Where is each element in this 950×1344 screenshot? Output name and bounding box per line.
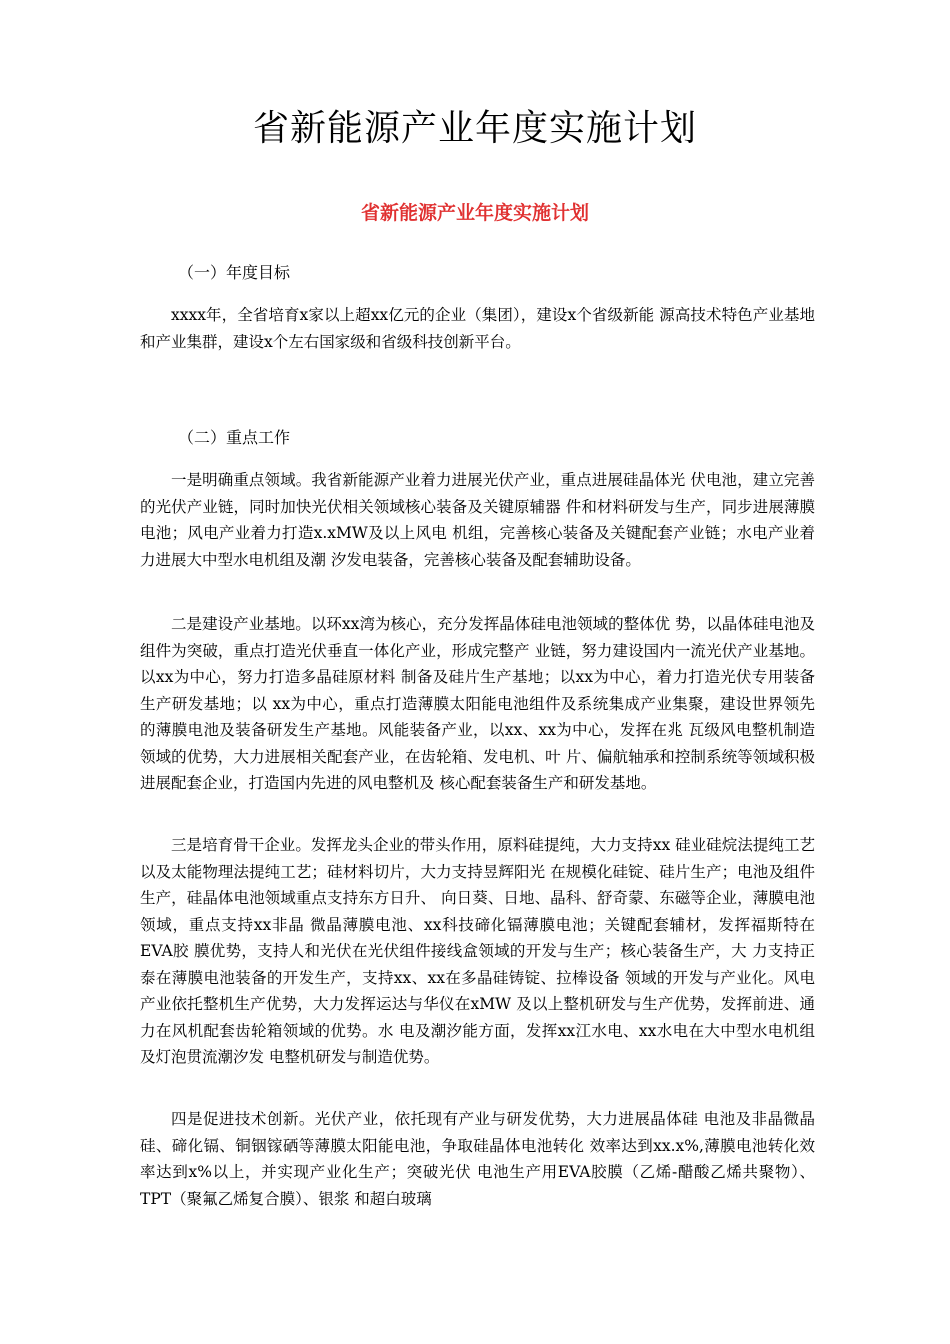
paragraph-industry-bases: 二是建设产业基地。以环xx湾为核心，充分发挥晶体硅电池领域的整体优 势，以晶体硅电池及组件为突破，重点打造光伏垂直一体化产业，形成完整产 业链，努力建设国内一流光伏产业基地。以xx为中心，努力打造多晶硅原材料 制备及硅片生产基地；以xx为中心，着力打造光伏专用装备生产研发基地；以 xx为中心，重点打造薄膜太阳能电池组件及系统集成产业集聚，建设世界领先 的薄膜电池及装备研发生产基地。风能装备产业，以xx、xx为中心，发挥在兆 瓦级风电整机制造领域的优势，大力进展相关配套产业，在齿轮箱、发电机、叶 片、偏航轴承和控制系统等领域积极进展配套企业，打造国内先进的风电整机及 核心配套装备生产和研发基地。 (140, 615, 815, 792)
document-subtitle: 省新能源产业年度实施计划 (360, 202, 589, 224)
section-heading-goals: （一）年度目标 (178, 263, 291, 282)
paragraph-tech-innovation: 四是促进技术创新。光伏产业，依托现有产业与研发优势，大力进展晶体硅 电池及非晶微晶硅、碲化镉、铜铟镓硒等薄膜太阳能电池，争取硅晶体电池转化 效率达到xx.x%,薄膜电池转化效率达到x%以上，并实现产业化生产；突破光伏 电池生产用EVA胶膜（乙烯-醋酸乙烯共聚物）、TPT（聚氟乙烯复合膜）、银浆 和超白玻璃 (140, 1110, 815, 1208)
paragraph-goals: xxxx年，全省培育x家以上超xx亿元的企业（集团），建设x个省级新能 源高技术特色产业基地和产业集群，建设x个左右国家级和省级科技创新平台。 (140, 306, 815, 351)
paragraph-key-areas: 一是明确重点领域。我省新能源产业着力进展光伏产业，重点进展硅晶体光 伏电池，建立完善的光伏产业链，同时加快光伏相关领域核心装备及关键原辅器 件和材料研发与生产，同步进展薄膜电池；风电产业着力打造x.xMW及以上风电 机组，完善核心装备及关键配套产业链；水电产业着力进展大中型水电机组及潮 汐发电装备，完善核心装备及配套辅助设备。 (140, 471, 815, 569)
paragraph-backbone-enterprises: 三是培育骨干企业。发挥龙头企业的带头作用，原料硅提纯，大力支持xx 硅业硅烷法提纯工艺以及太能物理法提纯工艺；硅材料切片，大力支持昱辉阳光 在规模化硅锭、硅片生产；电池及组件生产，硅晶体电池领域重点支持东方日升、 向日葵、日地、晶科、舒奇蒙、东磁等企业，薄膜电池领域，重点支持xx非晶 微晶薄膜电池、xx科技碲化镉薄膜电池；关键配套辅材，发挥福斯特在EVA胶 膜优势，支持人和光伏在光伏组件接线盒领域的开发与生产；核心装备生产，大 力支持正泰在薄膜电池装备的开发生产，支持xx、xx在多晶硅铸锭、拉棒设备 领域的开发与产业化。风电产业依托整机生产优势，大力发挥运达与华仪在xMW 及以上整机研发与生产优势，发挥前进、通力在风机配套齿轮箱领域的优势。水 电及潮汐能方面，发挥xx江水电、xx水电在大中型水电机组及灯泡贯流潮汐发 电整机研发与制造优势。 (140, 836, 815, 1066)
section-heading-key-work: （二）重点工作 (178, 428, 291, 447)
document-title: 省新能源产业年度实施计划 (252, 108, 697, 149)
